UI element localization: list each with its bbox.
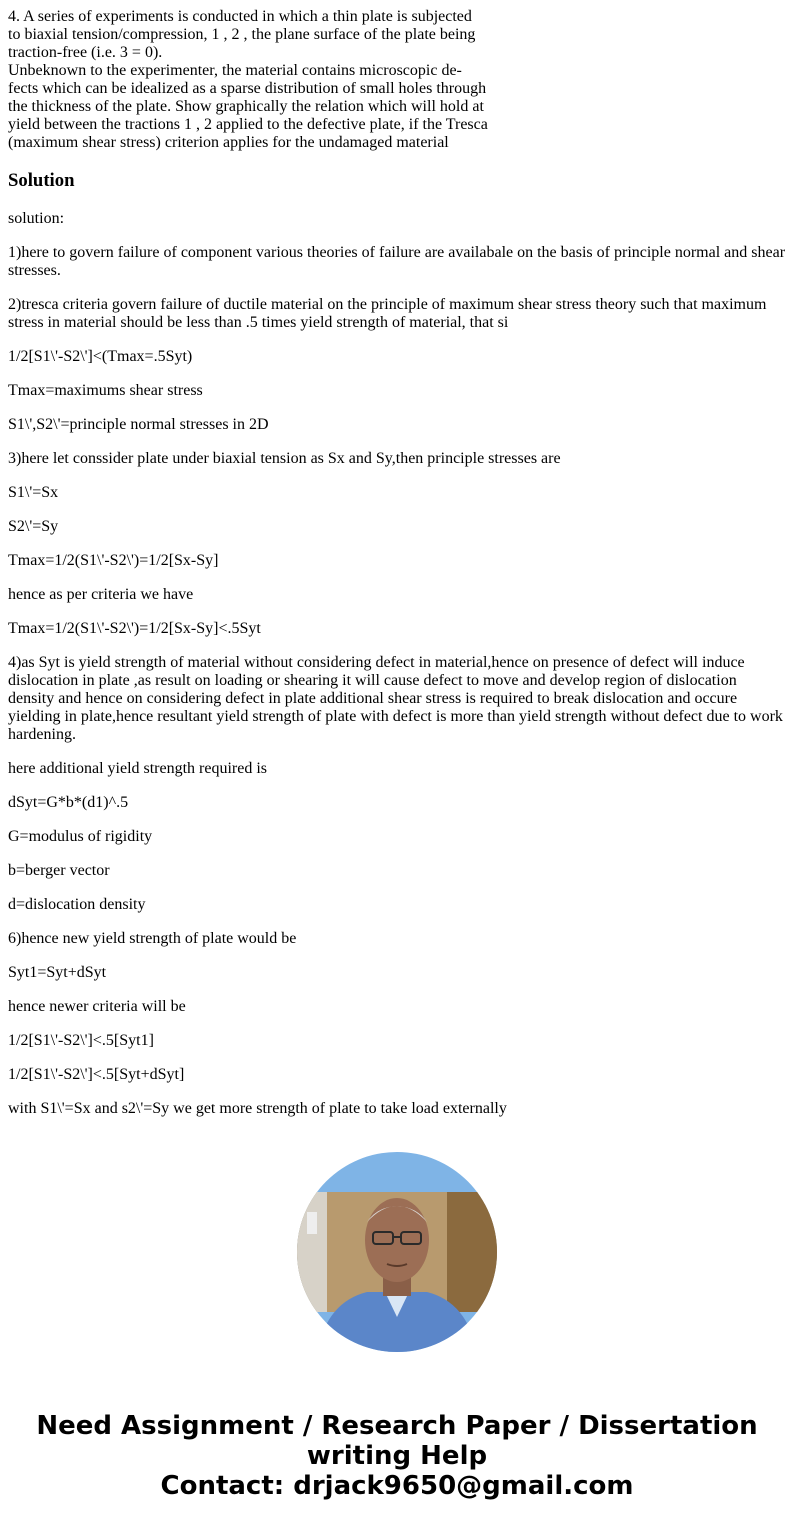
question-line: yield between the tractions 1 , 2 applied to the defective plate, if the Tresca	[8, 116, 488, 133]
solution-paragraph: Tmax=maximums shear stress	[8, 382, 203, 399]
avatar-portrait-icon	[297, 1152, 497, 1352]
question-line: (maximum shear stress) criterion applies for the undamaged material	[8, 134, 449, 151]
contact-line: Contact: drjack9650@gmail.com	[160, 1471, 634, 1501]
solution-paragraph: Syt1=Syt+dSyt	[8, 964, 107, 981]
promo-line: writing Help	[306, 1441, 488, 1471]
author-avatar	[297, 1152, 497, 1352]
question-line: the thickness of the plate. Show graphically the relation which will hold at	[8, 98, 484, 115]
solution-paragraph: 4)as Syt is yield strength of material without considering defect in material,hence on presence of defect will induce dislocation in plate ,as result on loading or shearing it will cause defect to move and develop region of dislocation density and hence on considering defect in plate additional shear stress is required to break dislocation and occure yielding in plate,hence resultant yield strength of plate with defect is more than yield strength without defect due to work hardening.	[8, 654, 783, 743]
solution-paragraph: b=berger vector	[8, 862, 110, 879]
solution-paragraph: S2\'=Sy	[8, 518, 59, 535]
solution-paragraph: G=modulus of rigidity	[8, 828, 153, 845]
solution-paragraph: Tmax=1/2(S1\'-S2\')=1/2[Sx-Sy]<.5Syt	[8, 620, 261, 637]
page-content	[0, 8, 794, 1352]
solution-paragraph: hence newer criteria will be	[8, 998, 186, 1015]
solution-paragraph: hence as per criteria we have	[8, 586, 194, 603]
solution-paragraph: 1/2[S1\'-S2\']<(Tmax=.5Syt)	[8, 348, 193, 365]
solution-heading: Solution	[8, 170, 75, 191]
solution-paragraph: 1/2[S1\'-S2\']<.5[Syt+dSyt]	[8, 1066, 185, 1083]
question-line: traction-free (i.e. 3 = 0).	[8, 44, 163, 61]
solution-paragraph: S1\'=Sx	[8, 484, 59, 501]
solution-paragraph: 1)here to govern failure of component various theories of failure are availabale on the basis of principle normal and shear stresses.	[8, 244, 786, 279]
question-line: to biaxial tension/compression, 1 , 2 , the plane surface of the plate being	[8, 26, 476, 43]
promo-line: Need Assignment / Research Paper / Dissertation	[36, 1411, 758, 1441]
solution-paragraph: 6)hence new yield strength of plate would be	[8, 930, 297, 947]
solution-paragraph: 1/2[S1\'-S2\']<.5[Syt1]	[8, 1032, 154, 1049]
solution-paragraph: dSyt=G*b*(d1)^.5	[8, 794, 129, 811]
solution-paragraph: S1\',S2\'=principle normal stresses in 2D	[8, 416, 269, 433]
question-line: Unbeknown to the experimenter, the material contains microscopic de-	[8, 62, 462, 79]
author-avatar-container	[8, 1152, 786, 1352]
question-text	[8, 8, 786, 152]
promo-footer	[0, 1411, 794, 1501]
solution-paragraph: 2)tresca criteria govern failure of ductile material on the principle of maximum shear stress theory such that maximum stress in material should be less than .5 times yield strength of material, that si	[8, 296, 767, 331]
question-line: fects which can be idealized as a sparse distribution of small holes through	[8, 80, 487, 97]
question-line: 4. A series of experiments is conducted in which a thin plate is subjected	[8, 8, 472, 25]
solution-paragraph: here additional yield strength required is	[8, 760, 268, 777]
solution-paragraph: solution:	[8, 210, 65, 227]
solution-body	[8, 210, 786, 1118]
solution-paragraph: d=dislocation density	[8, 896, 146, 913]
solution-paragraph: with S1\'=Sx and s2\'=Sy we get more strength of plate to take load externally	[8, 1100, 507, 1117]
solution-paragraph: Tmax=1/2(S1\'-S2\')=1/2[Sx-Sy]	[8, 552, 219, 569]
solution-paragraph: 3)here let conssider plate under biaxial tension as Sx and Sy,then principle stresses are	[8, 450, 561, 467]
